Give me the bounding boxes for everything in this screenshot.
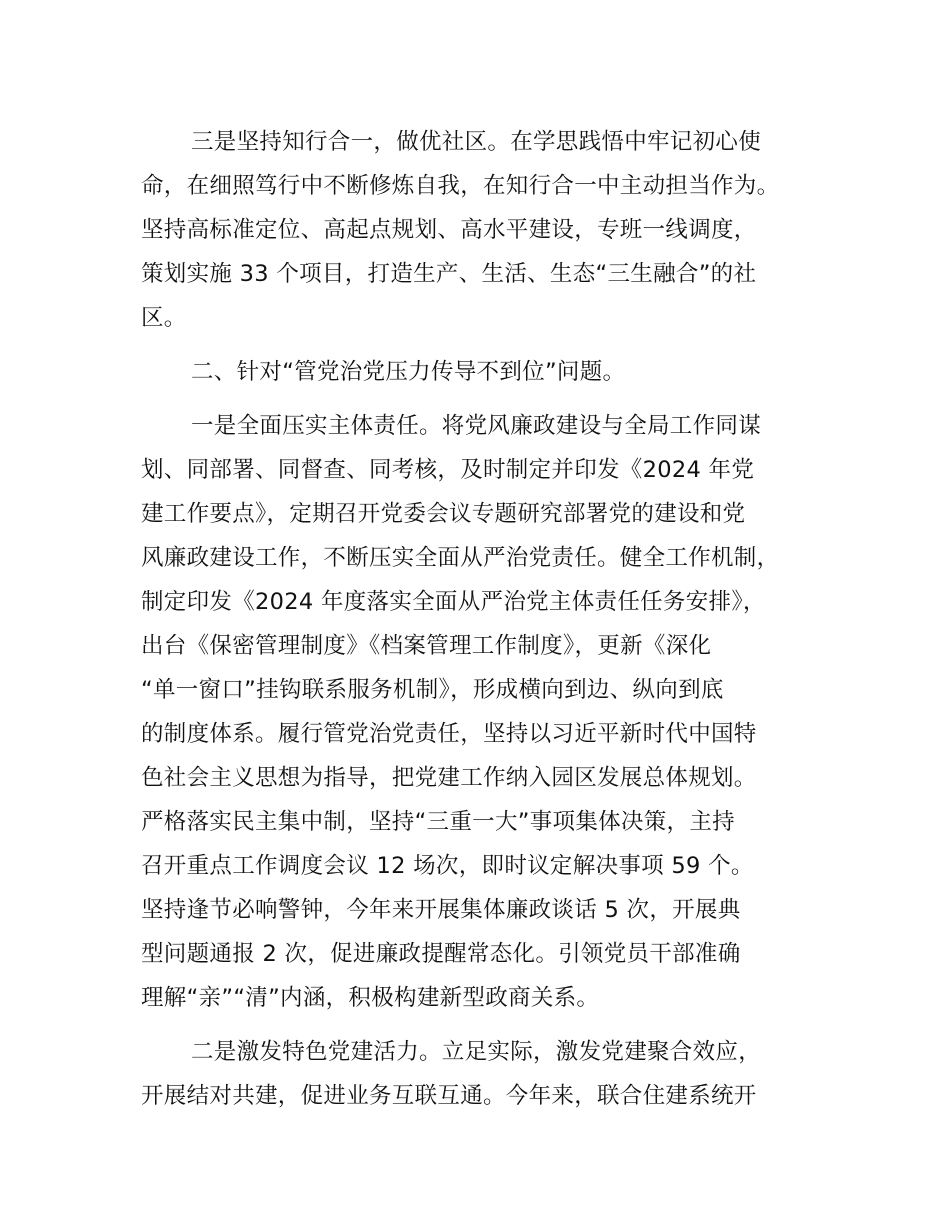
paragraph-line: 一是全面压实主体责任。将党风廉政建设与全局工作同谋 bbox=[191, 413, 762, 439]
paragraph-line: 命，在细照笃行中不断修炼自我，在知行合一中主动担当作为。 bbox=[141, 173, 780, 199]
paragraph-line: 型问题通报 2 次，促进廉政提醒常态化。引领党员干部准确 bbox=[141, 941, 741, 967]
document-body bbox=[141, 120, 831, 1118]
paragraph-line: 召开重点工作调度会议 12 场次，即时议定解决事项 59 个。 bbox=[141, 853, 754, 879]
paragraph-line: 划、同部署、同督查、同考核，及时制定并印发《2024 年党 bbox=[141, 457, 755, 483]
paragraph-line: 出台《保密管理制度》《档案管理工作制度》，更新《深化 bbox=[141, 633, 712, 659]
paragraph-line: 的制度体系。履行管党治党责任，坚持以习近平新时代中国特 bbox=[141, 721, 757, 747]
paragraph-line: 策划实施 33 个项目，打造生产、生活、生态“三生融合”的社 bbox=[141, 261, 757, 287]
section-heading bbox=[141, 350, 831, 394]
paragraph-line: 二是激发特色党建活力。立足实际，激发党建聚合效应， bbox=[191, 1039, 762, 1065]
paragraph-2 bbox=[141, 404, 831, 1020]
paragraph-3 bbox=[141, 1030, 831, 1118]
paragraph-line: 风廉政建设工作，不断压实全面从严治党责任。健全工作机制， bbox=[141, 545, 780, 571]
paragraph-line: 三是坚持知行合一，做优社区。在学思践悟中牢记初心使 bbox=[191, 129, 762, 155]
paragraph-line: 严格落实民主集中制，坚持“三重一大”事项集体决策，主持 bbox=[141, 809, 735, 835]
section-heading-text: 二、针对“管党治党压力传导不到位”问题。 bbox=[191, 359, 626, 385]
paragraph-line: 坚持高标准定位、高起点规划、高水平建设，专班一线调度， bbox=[141, 217, 757, 243]
paragraph-line: 理解“亲”“清”内涵，积极构建新型政商关系。 bbox=[141, 985, 600, 1011]
paragraph-line: 区。 bbox=[141, 305, 187, 331]
paragraph-1 bbox=[141, 120, 831, 340]
paragraph-line: 建工作要点》，定期召开党委会议专题研究部署党的建设和党 bbox=[141, 501, 746, 527]
paragraph-line: 坚持逢节必响警钟，今年来开展集体廉政谈话 5 次，开展典 bbox=[141, 897, 741, 923]
paragraph-line: 开展结对共建，促进业务互联互通。今年来，联合住建系统开 bbox=[141, 1083, 757, 1109]
paragraph-line: “单一窗口”挂钩联系服务机制》，形成横向到边、纵向到底 bbox=[141, 677, 724, 703]
paragraph-line: 色社会主义思想为指导，把党建工作纳入园区发展总体规划。 bbox=[141, 765, 757, 791]
paragraph-line: 制定印发《2024 年度落实全面从严治党主体责任任务安排》， bbox=[141, 589, 766, 615]
